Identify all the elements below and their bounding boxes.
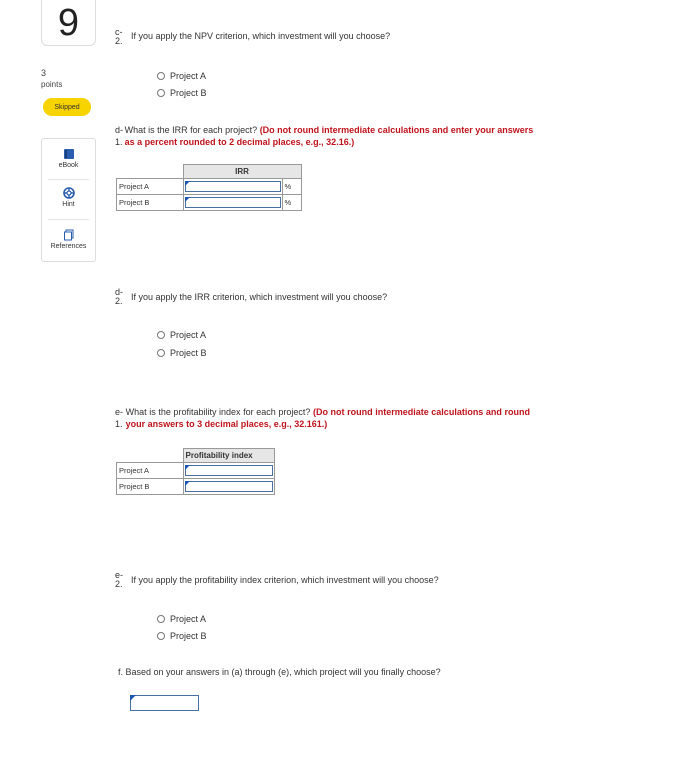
references-button[interactable] xyxy=(42,229,95,250)
status-badge: Skipped xyxy=(43,98,91,116)
table-row xyxy=(117,195,302,211)
question-number: 9 xyxy=(57,1,80,44)
ebook-button[interactable] xyxy=(42,148,95,169)
question-number-box xyxy=(41,0,96,46)
radio-button[interactable] xyxy=(157,632,165,640)
d1-prompt: d- What is the IRR for each project? (Do not round intermediate calculations and enter your answers as a percent rounded to 2 decimal places, e.g., 32.16.) xyxy=(115,125,534,147)
radio-button[interactable] xyxy=(157,349,165,357)
final-choice-input[interactable] xyxy=(130,695,199,711)
profitability-index-table xyxy=(116,448,275,495)
c2-question: If you apply the NPV criterion, which investment will you choose? xyxy=(131,31,391,41)
radio-button[interactable] xyxy=(157,331,165,339)
d2-option-project-a[interactable]: Project A xyxy=(157,330,206,340)
book-icon xyxy=(63,148,75,160)
tools-panel xyxy=(41,138,96,262)
radio-button[interactable] xyxy=(157,615,165,623)
documents-icon xyxy=(63,229,75,241)
points-value: 3 xyxy=(41,68,47,78)
pi-project-b-input[interactable] xyxy=(185,481,273,492)
f-question: f. Based on your answers in (a) through (e), which project will you finally choose? xyxy=(118,667,441,677)
part-label-c2: c- 2. xyxy=(115,27,123,46)
unit-label: % xyxy=(282,195,301,211)
part-label-d1: d- xyxy=(115,125,124,135)
e1-prompt: e-1. What is the profitability index for each project? (Do not round intermediate calculations and round your answers to 3 decimal places, e.g., 32.161.) xyxy=(115,407,530,429)
d2-question: If you apply the IRR criterion, which investment will you choose? xyxy=(131,292,388,302)
e2-option-project-a[interactable]: Project A xyxy=(157,614,206,624)
row-label: Project A xyxy=(117,463,184,479)
part-label-e2: e- 2. xyxy=(115,570,124,589)
irr-column-header: IRR xyxy=(183,165,301,179)
row-label: Project B xyxy=(117,195,184,211)
e2-question: If you apply the profitability index criterion, which investment will you choose? xyxy=(131,575,439,585)
radio-button[interactable] xyxy=(157,89,165,97)
part-label-d2: d- 2. xyxy=(115,287,124,306)
row-label: Project A xyxy=(117,179,184,195)
hint-button[interactable] xyxy=(42,187,95,208)
irr-table xyxy=(116,164,302,211)
lifebuoy-icon xyxy=(63,187,75,199)
hint-label: Hint xyxy=(62,201,75,208)
part-label-e1: e-1. xyxy=(115,407,124,429)
pi-project-a-input[interactable] xyxy=(185,465,273,476)
d2-option-project-b[interactable]: Project B xyxy=(157,348,207,358)
table-row xyxy=(117,179,302,195)
unit-label: % xyxy=(282,179,301,195)
c2-option-project-a[interactable]: Project A xyxy=(157,71,206,81)
ebook-label: eBook xyxy=(58,162,79,169)
table-row xyxy=(117,479,275,495)
part-label-d1-num: 1. xyxy=(115,137,123,147)
row-label: Project B xyxy=(117,479,184,495)
pi-column-header: Profitability index xyxy=(183,449,274,463)
irr-project-b-input[interactable] xyxy=(185,197,281,208)
e2-option-project-b[interactable]: Project B xyxy=(157,631,207,641)
irr-project-a-input[interactable] xyxy=(185,181,281,192)
points-label: points xyxy=(41,80,63,89)
c2-option-project-b[interactable]: Project B xyxy=(157,88,207,98)
references-label: References xyxy=(50,243,87,250)
radio-button[interactable] xyxy=(157,72,165,80)
table-row xyxy=(117,463,275,479)
